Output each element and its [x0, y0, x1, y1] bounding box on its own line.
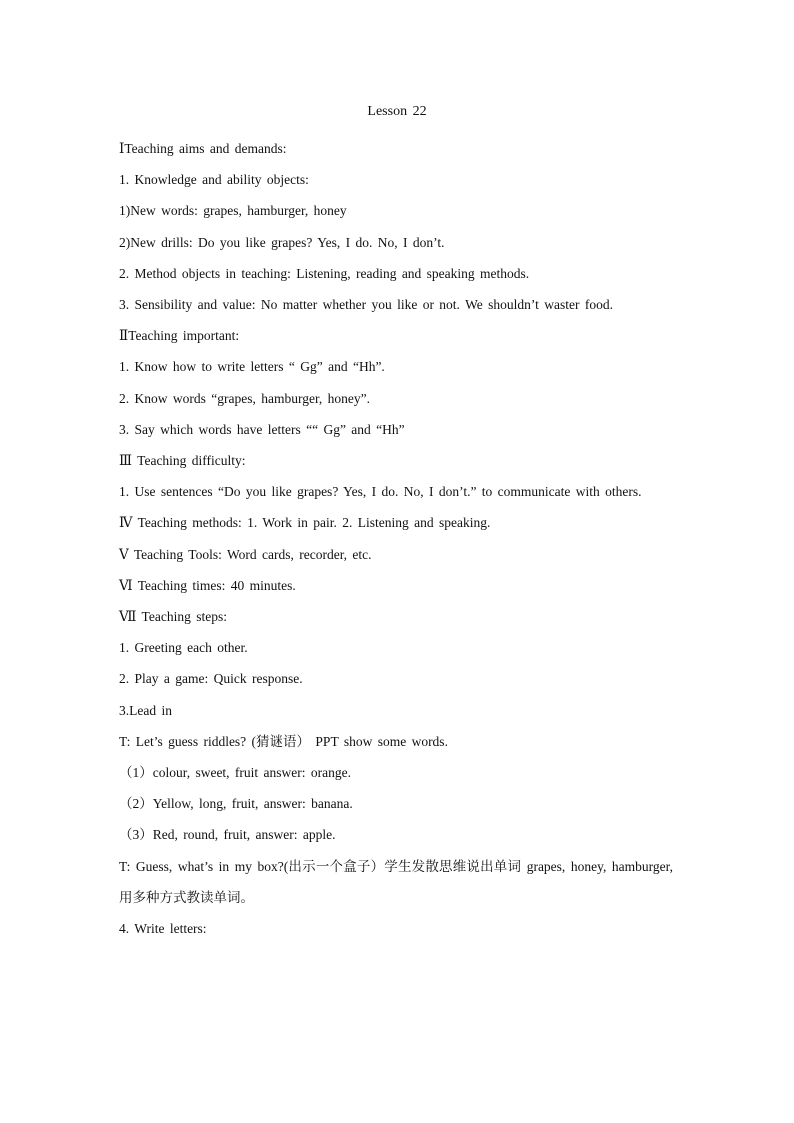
riddle-1: （1）colour, sweet, fruit answer: orange. — [119, 765, 352, 781]
step-greeting: 1. Greeting each other. — [119, 640, 248, 656]
important-item-1: 1. Know how to write letters “ Gg” and “Hh”. — [119, 359, 385, 375]
section-important-heading: ⅡTeaching important: — [119, 328, 240, 344]
section-times-line: Ⅵ Teaching times: 40 minutes. — [119, 577, 296, 593]
important-item-2: 2. Know words “grapes, hamburger, honey”. — [119, 390, 371, 406]
section-tools-line: Ⅴ Teaching Tools: Word cards, recorder, etc. — [119, 546, 372, 562]
objects-heading: 1. Knowledge and ability objects: — [119, 172, 309, 188]
riddles-intro: T: Let’s guess riddles? (猜谜语） PPT show some words. — [119, 733, 448, 749]
new-words-line: 1)New words: grapes, hamburger, honey — [119, 203, 347, 219]
difficulty-item-1: 1. Use sentences “Do you like grapes? Yes, I do. No, I don’t.” to communicate with others. — [119, 484, 642, 500]
section-methods-line: Ⅳ Teaching methods: 1. Work in pair. 2. Listening and speaking. — [119, 515, 491, 531]
section-difficulty-heading: Ⅲ Teaching difficulty: — [119, 453, 246, 469]
document-body — [119, 133, 673, 944]
new-drills-line: 2)New drills: Do you like grapes? Yes, I do. No, I don’t. — [119, 234, 445, 250]
step-lead-in: 3.Lead in — [119, 702, 172, 718]
step-game: 2. Play a game: Quick response. — [119, 671, 303, 687]
method-objects-line: 2. Method objects in teaching: Listening, reading and speaking methods. — [119, 265, 530, 281]
step-write-letters: 4. Write letters: — [119, 921, 207, 937]
section-steps-heading: Ⅶ Teaching steps: — [119, 609, 227, 625]
section-aims-heading: ⅠTeaching aims and demands: — [119, 141, 287, 156]
guess-box-line: T: Guess, what’s in my box?(出示一个盒子）学生发散思维说出单词 grapes, honey, hamburger, 用多种方式教读单词。 — [119, 858, 673, 905]
important-item-3: 3. Say which words have letters ““ Gg” and “Hh” — [119, 421, 405, 437]
riddle-3: （3）Red, round, fruit, answer: apple. — [119, 827, 336, 843]
sensibility-line: 3. Sensibility and value: No matter whether you like or not. We shouldn’t waster food. — [119, 297, 613, 313]
riddle-2: （2）Yellow, long, fruit, answer: banana. — [119, 796, 353, 812]
document-title: Lesson 22 — [367, 104, 427, 119]
